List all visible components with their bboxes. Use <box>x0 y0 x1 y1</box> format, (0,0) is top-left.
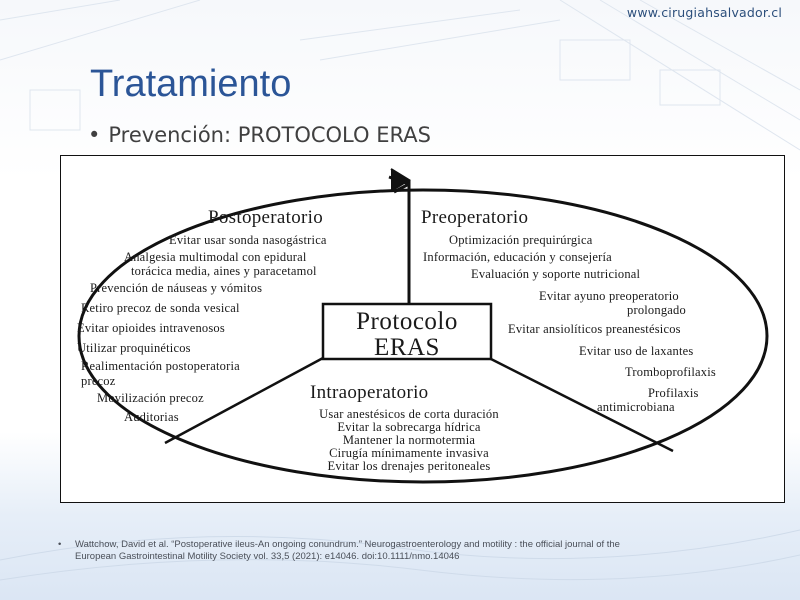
preop-item: Profilaxis <box>648 386 699 400</box>
postop-item: Movilización precoz <box>97 391 204 405</box>
reference-bullet: • <box>58 539 62 550</box>
preop-item: Evitar uso de laxantes <box>579 344 694 358</box>
center-title-line1: Protocolo <box>356 308 458 335</box>
postop-item: Utilizar proquinéticos <box>77 341 191 355</box>
site-url: www.cirugiahsalvador.cl <box>626 5 782 20</box>
preoperatorio-title: Preoperatorio <box>421 207 529 228</box>
intraop-item: Evitar los drenajes peritoneales <box>327 459 491 473</box>
eras-diagram <box>61 156 784 502</box>
preop-item: Optimización prequirúrgica <box>449 233 593 247</box>
eras-diagram-figure <box>60 155 785 503</box>
bullet-glyph: • <box>88 123 101 147</box>
intraop-item: Evitar la sobrecarga hídrica <box>337 420 481 434</box>
postop-item: Evitar opioides intravenosos <box>77 321 225 335</box>
preop-item: Evitar ayuno preoperatorio <box>539 289 679 303</box>
preop-item: Tromboprofilaxis <box>625 365 716 379</box>
postop-item: Analgesia multimodal con epidural <box>124 250 307 264</box>
postop-item: precoz <box>81 374 116 388</box>
slide-title: Tratamiento <box>90 63 292 105</box>
preop-item: Evaluación y soporte nutricional <box>471 267 641 281</box>
intraop-item: Cirugía mínimamente invasiva <box>329 446 489 460</box>
reference-note <box>58 539 758 563</box>
postop-item: Prevención de náuseas y vómitos <box>90 281 263 295</box>
bullet-text: Prevención: PROTOCOLO ERAS <box>108 123 431 147</box>
center-title-line2: ERAS <box>374 334 440 361</box>
preop-item: prolongado <box>627 303 686 317</box>
postoperatorio-title: Postoperatorio <box>208 207 324 228</box>
preop-item: Evitar ansiolíticos preanestésicos <box>508 322 681 336</box>
reference-line-2: European Gastrointestinal Motility Society vol. 33,5 (2021): e14046. doi:10.1111/nmo.14046 <box>75 551 460 562</box>
reference-line-1: Wattchow, David et al. “Postoperative ileus-An ongoing conundrum.” Neurogastroenterology and motility : the official journal of the <box>75 539 620 550</box>
postop-item: Realimentación postoperatoria <box>81 359 240 373</box>
postop-item: torácica media, aines y paracetamol <box>131 264 317 278</box>
postop-item: Evitar usar sonda nasogástrica <box>169 233 327 247</box>
intraop-item: Usar anestésicos de corta duración <box>319 407 499 421</box>
postop-item: Auditorias <box>124 410 179 424</box>
postop-item: Retiro precoz de sonda vesical <box>81 301 240 315</box>
bullet-item <box>88 121 431 149</box>
preop-item: Información, educación y consejería <box>423 250 612 264</box>
intraoperatorio-title: Intraoperatorio <box>310 382 429 403</box>
intraop-item: Mantener la normotermia <box>342 433 476 447</box>
preop-item: antimicrobiana <box>597 400 675 414</box>
